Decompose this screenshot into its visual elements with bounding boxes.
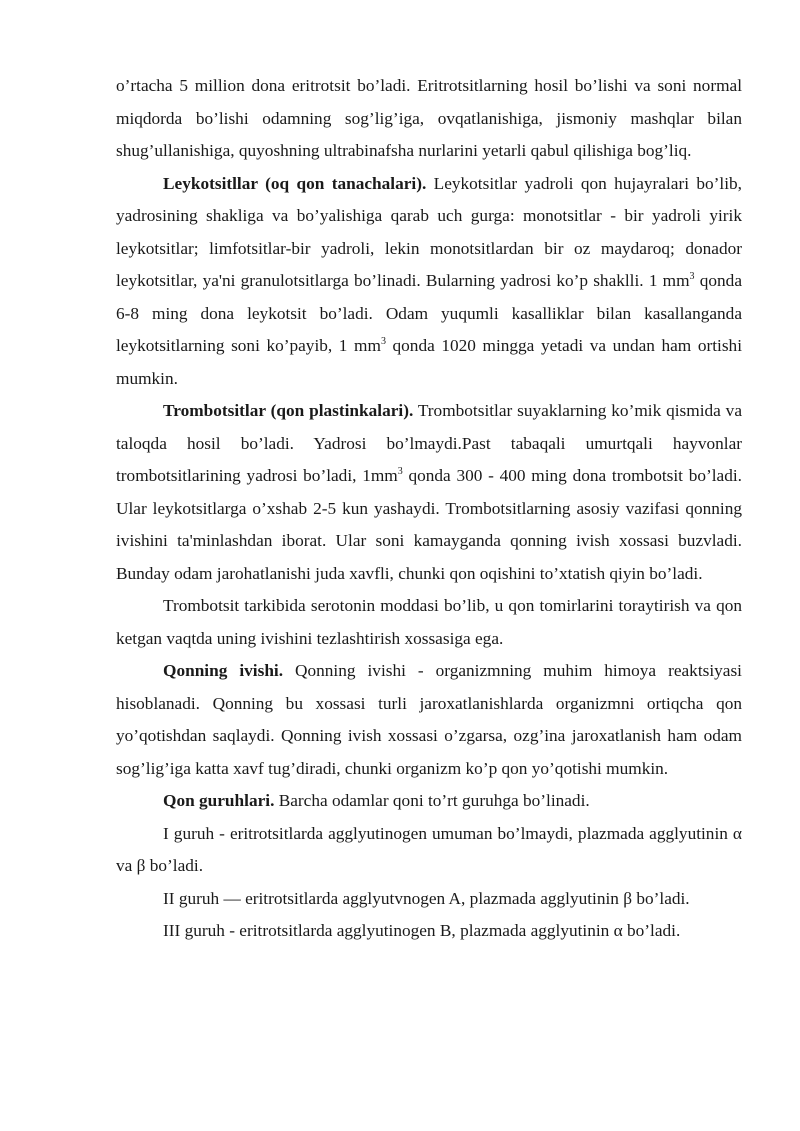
paragraph-group-2: II guruh — eritrotsitlarda agglyutvnogen A, plazmada agglyutinin β bo’ladi.	[163, 888, 690, 908]
blood-clotting-text: Qonning ivishi - organizmning muhim himoya reaktsiyasi hisoblanadi. Qonning bu xossasi turli jaroxatlanishlarda organizmni ortiqcha qon yo’qotishdan saqlaydi. Qonning ivish xossasi o’zgarsa, ozg’ina jaroxatlanish ham odam sog’lig’iga katta xavf tug’diradi, chunki organizm ko’p qon yo’qotishi mumkin.	[116, 661, 742, 778]
heading-thrombocytes: Trombotsitlar (qon plastinkalari).	[163, 401, 414, 420]
heading-blood-groups: Qon guruhlari.	[163, 791, 275, 810]
superscript-cubic: 3	[689, 271, 695, 283]
heading-blood-clotting: Qonning ivishi.	[163, 661, 284, 680]
superscript-cubic: 3	[397, 466, 403, 478]
thrombocytes-text-part-2: qonda 300 - 400 ming dona trombotsit bo’ladi. Ular leykotsitlarga o’xshab 2-5 kun yashaydi. Trombotsitlarning asosiy vazifasi qonning ivishini ta'minlashdan iborat. Ular soni kamayganda qonning ivish xossasi buzvladi. Bunday odam jarohatlanishi juda xavfli, chunki qon oqishini to’xtatish qiyin bo’ladi.	[116, 466, 742, 583]
paragraph-blood-groups	[116, 785, 742, 818]
paragraph-thrombocytes	[116, 395, 742, 590]
leukocytes-text-part-3: qonda 1020 mingga yetadi va undan ham ortishi mumkin.	[116, 336, 742, 388]
document-page	[116, 70, 742, 948]
thrombocytes-text-part-1: Trombotsitlar suyaklarning ko’mik qismida va taloqda hosil bo’ladi. Yadrosi bo’lmaydi.Past tabaqali umurtqali hayvonlar trombotsitlarining yadrosi bo’ladi, 1mm	[116, 401, 742, 485]
paragraph-serotonin: Trombotsit tarkibida serotonin moddasi bo’lib, u qon tomirlarini toraytirish va qon ketgan vaqtda uning ivishini tezlashtirish xossasiga ega.	[116, 596, 742, 648]
paragraph-group-1: I guruh - eritrotsitlarda agglyutinogen umuman bo’lmaydi, plazmada agglyutinin α va β bo’ladi.	[116, 823, 742, 875]
paragraph-group-3: III guruh - eritrotsitlarda agglyutinogen B, plazmada agglyutinin α bo’ladi.	[163, 921, 681, 940]
paragraph-leukocytes	[116, 168, 742, 396]
paragraph-erythrocytes: o’rtacha 5 million dona eritrotsit bo’ladi. Eritrotsitlarning hosil bo’lishi va soni normal miqdorda bo’lishi odamning sog’lig’iga, ovqatlanishiga, jismoniy mashqlar bilan shug’ullanishiga, quyoshning ultrabinafsha nurlarini yetarli qabul qilishiga bog’liq.	[116, 76, 742, 160]
paragraph-blood-clotting	[116, 655, 742, 785]
superscript-cubic: 3	[380, 336, 386, 348]
leukocytes-text-part-1: Leykotsitlar yadroli qon hujayralari bo’lib, yadrosining shakliga va bo’yalishiga qarab uch gurga: monotsitlar - bir yadroli yirik leykotsitlar; limfotsitlar-bir yadroli, lekin monotsitlardan bir oz maydaroq; donador leykotsitlar, ya'ni granulotsitlarga bo’linadi. Bularning yadrosi ko’p shaklli. 1 mm	[116, 173, 742, 290]
blood-groups-text: Barcha odamlar qoni to’rt guruhga bo’linadi.	[274, 791, 590, 810]
heading-leukocytes: Leykotsitllar (oq qon tanachalari).	[163, 173, 427, 193]
leukocytes-text-part-2: qonda 6-8 ming dona leykotsit bo’ladi. Odam yuqumli kasalliklar bilan kasallanganda leykotsitlarning soni ko’payib, 1 mm	[116, 271, 742, 355]
